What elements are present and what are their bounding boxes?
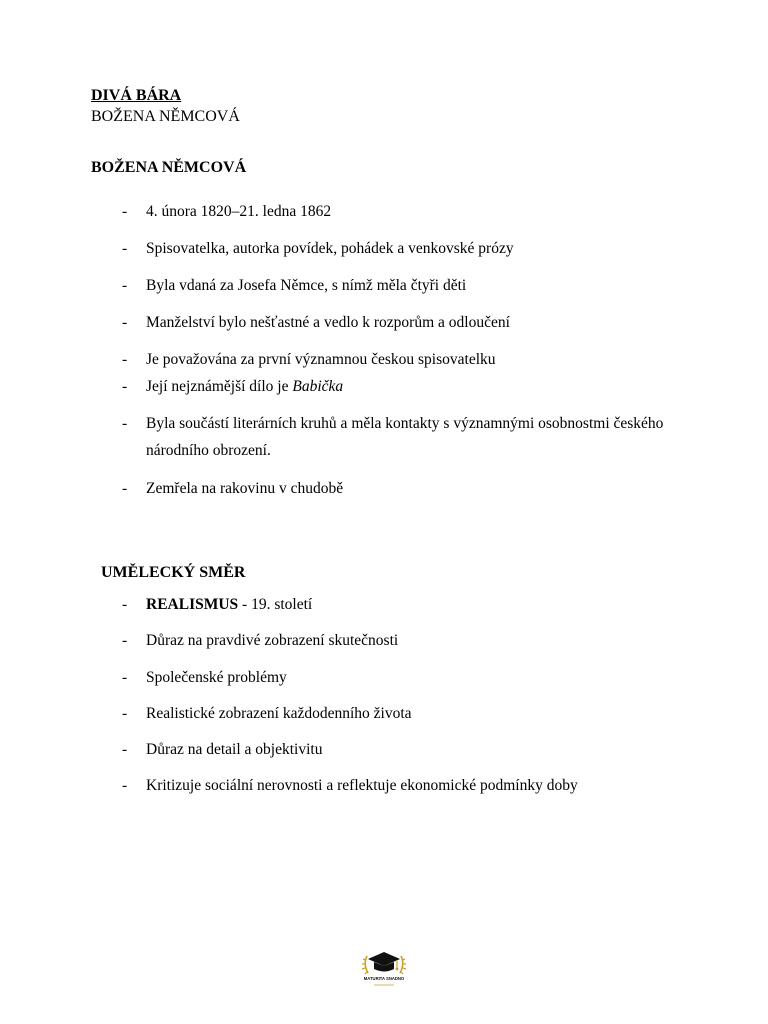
list-item-text: 4. února 1820–21. ledna 1862 (146, 203, 332, 220)
section-heading-art-movement: UMĚLECKÝ SMĚR (101, 564, 246, 581)
footer-logo (359, 948, 409, 990)
list-item-prefix: Její nejznámější dílo je (146, 378, 293, 395)
list-item-text: Společenské problémy (146, 669, 287, 686)
list-item-text: Zemřela na rakovinu v chudobě (146, 480, 344, 497)
bullet-marker: - (122, 632, 128, 649)
list-item-strong: REALISMUS (146, 596, 239, 613)
list-item-rest: - 19. století (238, 596, 313, 613)
bullet-marker: - (122, 277, 128, 294)
bullet-marker: - (122, 378, 128, 395)
bullet-marker: - (122, 741, 128, 758)
list-item-text: Důraz na detail a objektivitu (146, 741, 323, 758)
footer-logo-text: MATURITA SNADNO (363, 976, 405, 981)
bullet-marker: - (122, 705, 128, 722)
bullet-marker: - (122, 351, 128, 368)
section-heading-author: BOŽENA NĚMCOVÁ (91, 159, 247, 176)
list-item-text (146, 595, 666, 615)
bullet-marker: - (122, 480, 128, 497)
list-item-text: Důraz na pravdivé zobrazení skutečnosti (146, 632, 399, 649)
list-item-text: Byla vdaná za Josefa Němce, s nímž měla čtyři děti (146, 277, 467, 294)
graduation-cap-icon (359, 948, 409, 990)
list-item-text (146, 377, 666, 397)
book-title-emphasis: Babička (292, 378, 344, 395)
list-item-text: Manželství bylo nešťastné a vedlo k rozporům a odloučení (146, 314, 510, 331)
bullet-marker: - (122, 415, 128, 432)
bullet-marker: - (122, 314, 128, 331)
list-item-text: Realistické zobrazení každodenního života (146, 705, 412, 722)
bullet-marker: - (122, 203, 128, 220)
list-item-text: Spisovatelka, autorka povídek, pohádek a venkovské prózy (146, 240, 514, 257)
document-title: DIVÁ BÁRA (91, 87, 182, 104)
list-item-text: Kritizuje sociální nerovnosti a reflektuje ekonomické podmínky doby (146, 777, 578, 794)
bullet-marker: - (122, 669, 128, 686)
bullet-marker: - (122, 240, 128, 257)
list-item-text: Byla součástí literárních kruhů a měla kontakty s významnými osobnostmi českého národního obrození. (146, 415, 664, 459)
bullet-marker: - (122, 777, 128, 794)
bullet-marker: - (122, 596, 128, 613)
list-item-text: Je považována za první významnou českou spisovatelku (146, 351, 496, 368)
document-author-line: BOŽENA NĚMCOVÁ (91, 108, 240, 125)
